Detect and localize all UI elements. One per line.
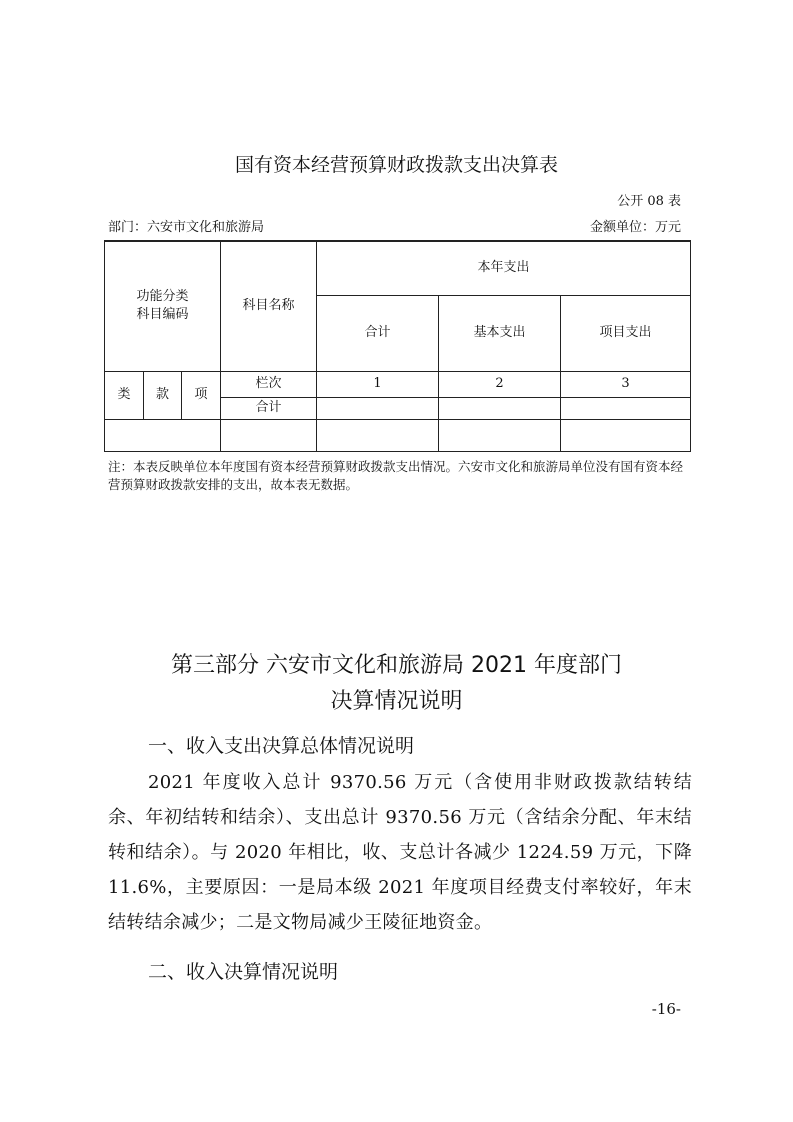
form-number: 公开 08 表 xyxy=(617,194,681,209)
kuan-header: 款 xyxy=(144,371,182,419)
column-index-label: 栏次 xyxy=(221,371,317,397)
empty-cell xyxy=(561,419,691,451)
total-row-label: 合计 xyxy=(221,397,317,419)
column-number-1: 1 xyxy=(317,371,439,397)
body-paragraph: 2021 年度收入总计 9370.56 万元（含使用非财政拨款结转结余、年初结转和结余）、支出总计 9370.56 万元（含结余分配、年末结转和结余）。与 2020 年相比，收、支总计各减少 1224.59 万元，下降 11.6%，主要原因：一是局本级 2021 年度项目经费支付率较好，年末结转结余减少；二是文物局减少王陵征地资金。 xyxy=(108,772,692,933)
func-code-line1: 功能分类 xyxy=(136,289,189,305)
empty-cell xyxy=(221,419,317,451)
current-year-expense-header: 本年支出 xyxy=(317,241,691,295)
total-header: 合计 xyxy=(317,295,439,371)
empty-cell xyxy=(439,419,561,451)
part-title-line2: 决算情况说明 xyxy=(330,689,463,714)
part-title-line1: 第三部分 六安市文化和旅游局 2021 年度部门 xyxy=(171,653,622,678)
empty-cell xyxy=(561,397,691,419)
column-number-3: 3 xyxy=(561,371,691,397)
project-expense-header: 项目支出 xyxy=(561,295,691,371)
page-number: -16- xyxy=(651,1000,681,1018)
empty-cell xyxy=(317,397,439,419)
lei-header: 类 xyxy=(105,371,144,419)
basic-expense-header: 基本支出 xyxy=(439,295,561,371)
empty-cell xyxy=(317,419,439,451)
func-code-line2: 科目编码 xyxy=(136,307,189,323)
empty-cell xyxy=(439,397,561,419)
column-number-2: 2 xyxy=(439,371,561,397)
department-label: 部门：六安市文化和旅游局 xyxy=(108,220,265,235)
section-heading-one: 一、收入支出决算总体情况说明 xyxy=(148,735,415,757)
table-title: 国有资本经营预算财政拨款支出决算表 xyxy=(234,154,558,176)
func-code-header xyxy=(105,241,221,371)
amount-unit-label: 金额单位：万元 xyxy=(589,220,681,235)
subject-name-header: 科目名称 xyxy=(221,241,317,371)
section-heading-two: 二、收入决算情况说明 xyxy=(148,961,339,983)
table-note: 注：本表反映单位本年度国有资本经营预算财政拨款支出情况。六安市文化和旅游局单位没有国有资本经营预算财政拨款安排的支出，故本表无数据。 xyxy=(108,459,684,492)
xiang-header: 项 xyxy=(182,371,221,419)
empty-cell xyxy=(105,419,221,451)
part-title xyxy=(0,648,793,720)
expense-table xyxy=(104,240,691,452)
